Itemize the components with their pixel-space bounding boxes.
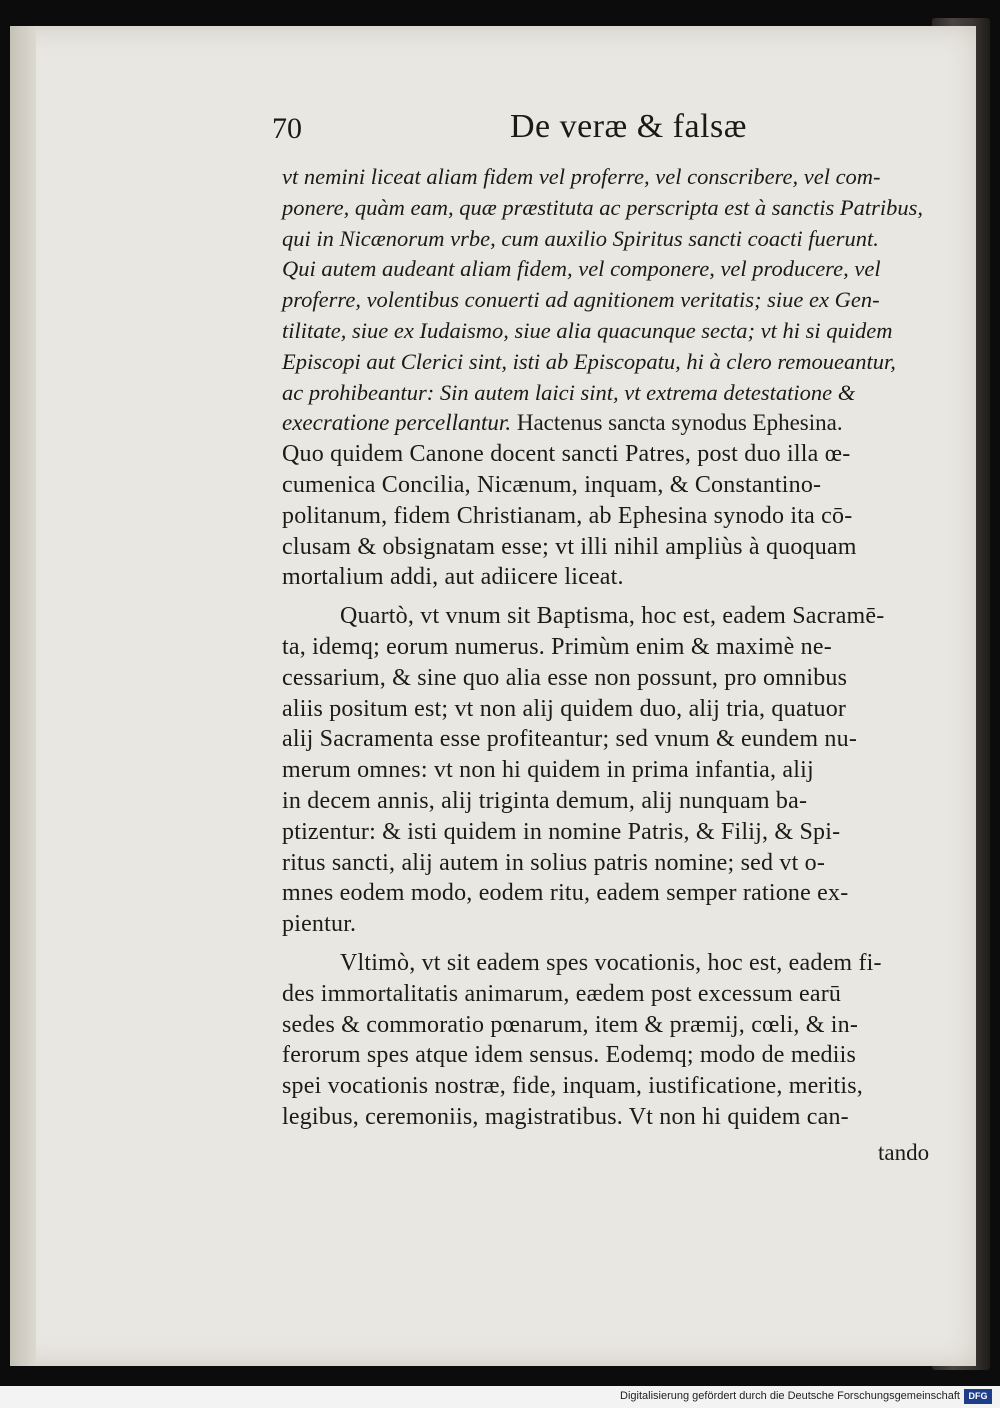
text-line: des immortalitatis animarum, eædem post excessum earū bbox=[282, 980, 842, 1007]
text-line: merum omnes: vt non hi quidem in prima infantia, alij bbox=[282, 757, 814, 784]
text-line: Episcopi aut Clerici sint, isti ab Episcopatu, hi à clero remoueantur, bbox=[282, 348, 896, 374]
text-line bbox=[282, 408, 972, 439]
catchword: tando bbox=[878, 1140, 930, 1165]
text-line: cessarium, & sine quo alia esse non possunt, pro omnibus bbox=[282, 664, 848, 691]
text-line: sedes & commoratio pœnarum, item & præmij, cœli, & in- bbox=[282, 1011, 859, 1038]
text-line: legibus, ceremoniis, magistratibus. Vt non hi quidem can- bbox=[282, 1103, 849, 1130]
footer-bar bbox=[0, 1386, 1000, 1408]
text-line: in decem annis, alij triginta demum, alij nunquam ba- bbox=[282, 787, 808, 814]
text-line: ritus sancti, alij autem in solius patris nomine; sed vt o- bbox=[282, 849, 826, 876]
running-title: De veræ & falsæ bbox=[510, 108, 747, 145]
text-line: mortalium addi, aut adiicere liceat. bbox=[282, 564, 624, 591]
text-line: ac prohibeantur: Sin autem laici sint, vt extrema detestatione & bbox=[282, 379, 856, 405]
text-line: qui in Nicænorum vrbe, cum auxilio Spiritus sancti coacti fuerunt. bbox=[282, 225, 879, 251]
text-line: ferorum spes atque idem sensus. Eodemq; modo de mediis bbox=[282, 1042, 857, 1069]
text-line: clusam & obsignatam esse; vt illi nihil ampliùs à quoquam bbox=[282, 533, 857, 560]
text-line: ta, idemq; eorum numerus. Primùm enim & maximè ne- bbox=[282, 633, 832, 660]
page-number: 70 bbox=[272, 112, 302, 145]
text-line: alij Sacramenta esse profiteantur; sed vnum & eundem nu- bbox=[282, 726, 858, 753]
italic-segment: execratione percellantur. bbox=[282, 410, 512, 436]
text-line: ptizentur: & isti quidem in nomine Patris, & Filij, & Spi- bbox=[282, 818, 841, 845]
text-line: ponere, quàm eam, quæ præstituta ac perscripta est à sanctis Patribus, bbox=[282, 194, 924, 220]
text-line: politanum, fidem Christianam, ab Ephesina synodo ita cō- bbox=[282, 502, 853, 529]
text-line: vt nemini liceat aliam fidem vel proferre, vel conscribere, vel com- bbox=[282, 164, 881, 189]
body-text bbox=[282, 162, 972, 1133]
text-line: Quo quidem Canone docent sancti Patres, post duo illa œ- bbox=[282, 441, 851, 468]
page-gutter bbox=[10, 26, 36, 1366]
running-header bbox=[272, 108, 972, 154]
text-line: tilitate, siue ex Iudaismo, siue alia quacunque secta; vt hi si quidem bbox=[282, 317, 893, 343]
text-line: mnes eodem modo, eodem ritu, eadem semper ratione ex- bbox=[282, 880, 849, 907]
text-line: pientur. bbox=[282, 911, 357, 938]
paragraph-start: Vltimò, vt sit eadem spes vocationis, hoc est, eadem fi- bbox=[340, 949, 882, 976]
text-line: aliis positum est; vt non alij quidem duo, alij tria, quatuor bbox=[282, 695, 847, 722]
text-line: Qui autem audeant aliam fidem, vel componere, vel producere, vel bbox=[282, 256, 881, 282]
paragraph-start: Quartò, vt vnum sit Baptisma, hoc est, eadem Sacramē- bbox=[340, 603, 885, 630]
funding-notice: Digitalisierung gefördert durch die Deutsche Forschungsgemeinschaft bbox=[620, 1390, 960, 1402]
text-line: spei vocationis nostræ, fide, inquam, iustificatione, meritis, bbox=[282, 1073, 863, 1100]
text-line: cumenica Concilia, Nicænum, inquam, & Constantino- bbox=[282, 471, 822, 498]
dfg-logo: DFG bbox=[964, 1389, 992, 1404]
roman-segment: Hactenus sancta synodus Ephesina. bbox=[511, 410, 843, 436]
text-line: proferre, volentibus conuerti ad agnitionem veritatis; siue ex Gen- bbox=[282, 287, 880, 313]
